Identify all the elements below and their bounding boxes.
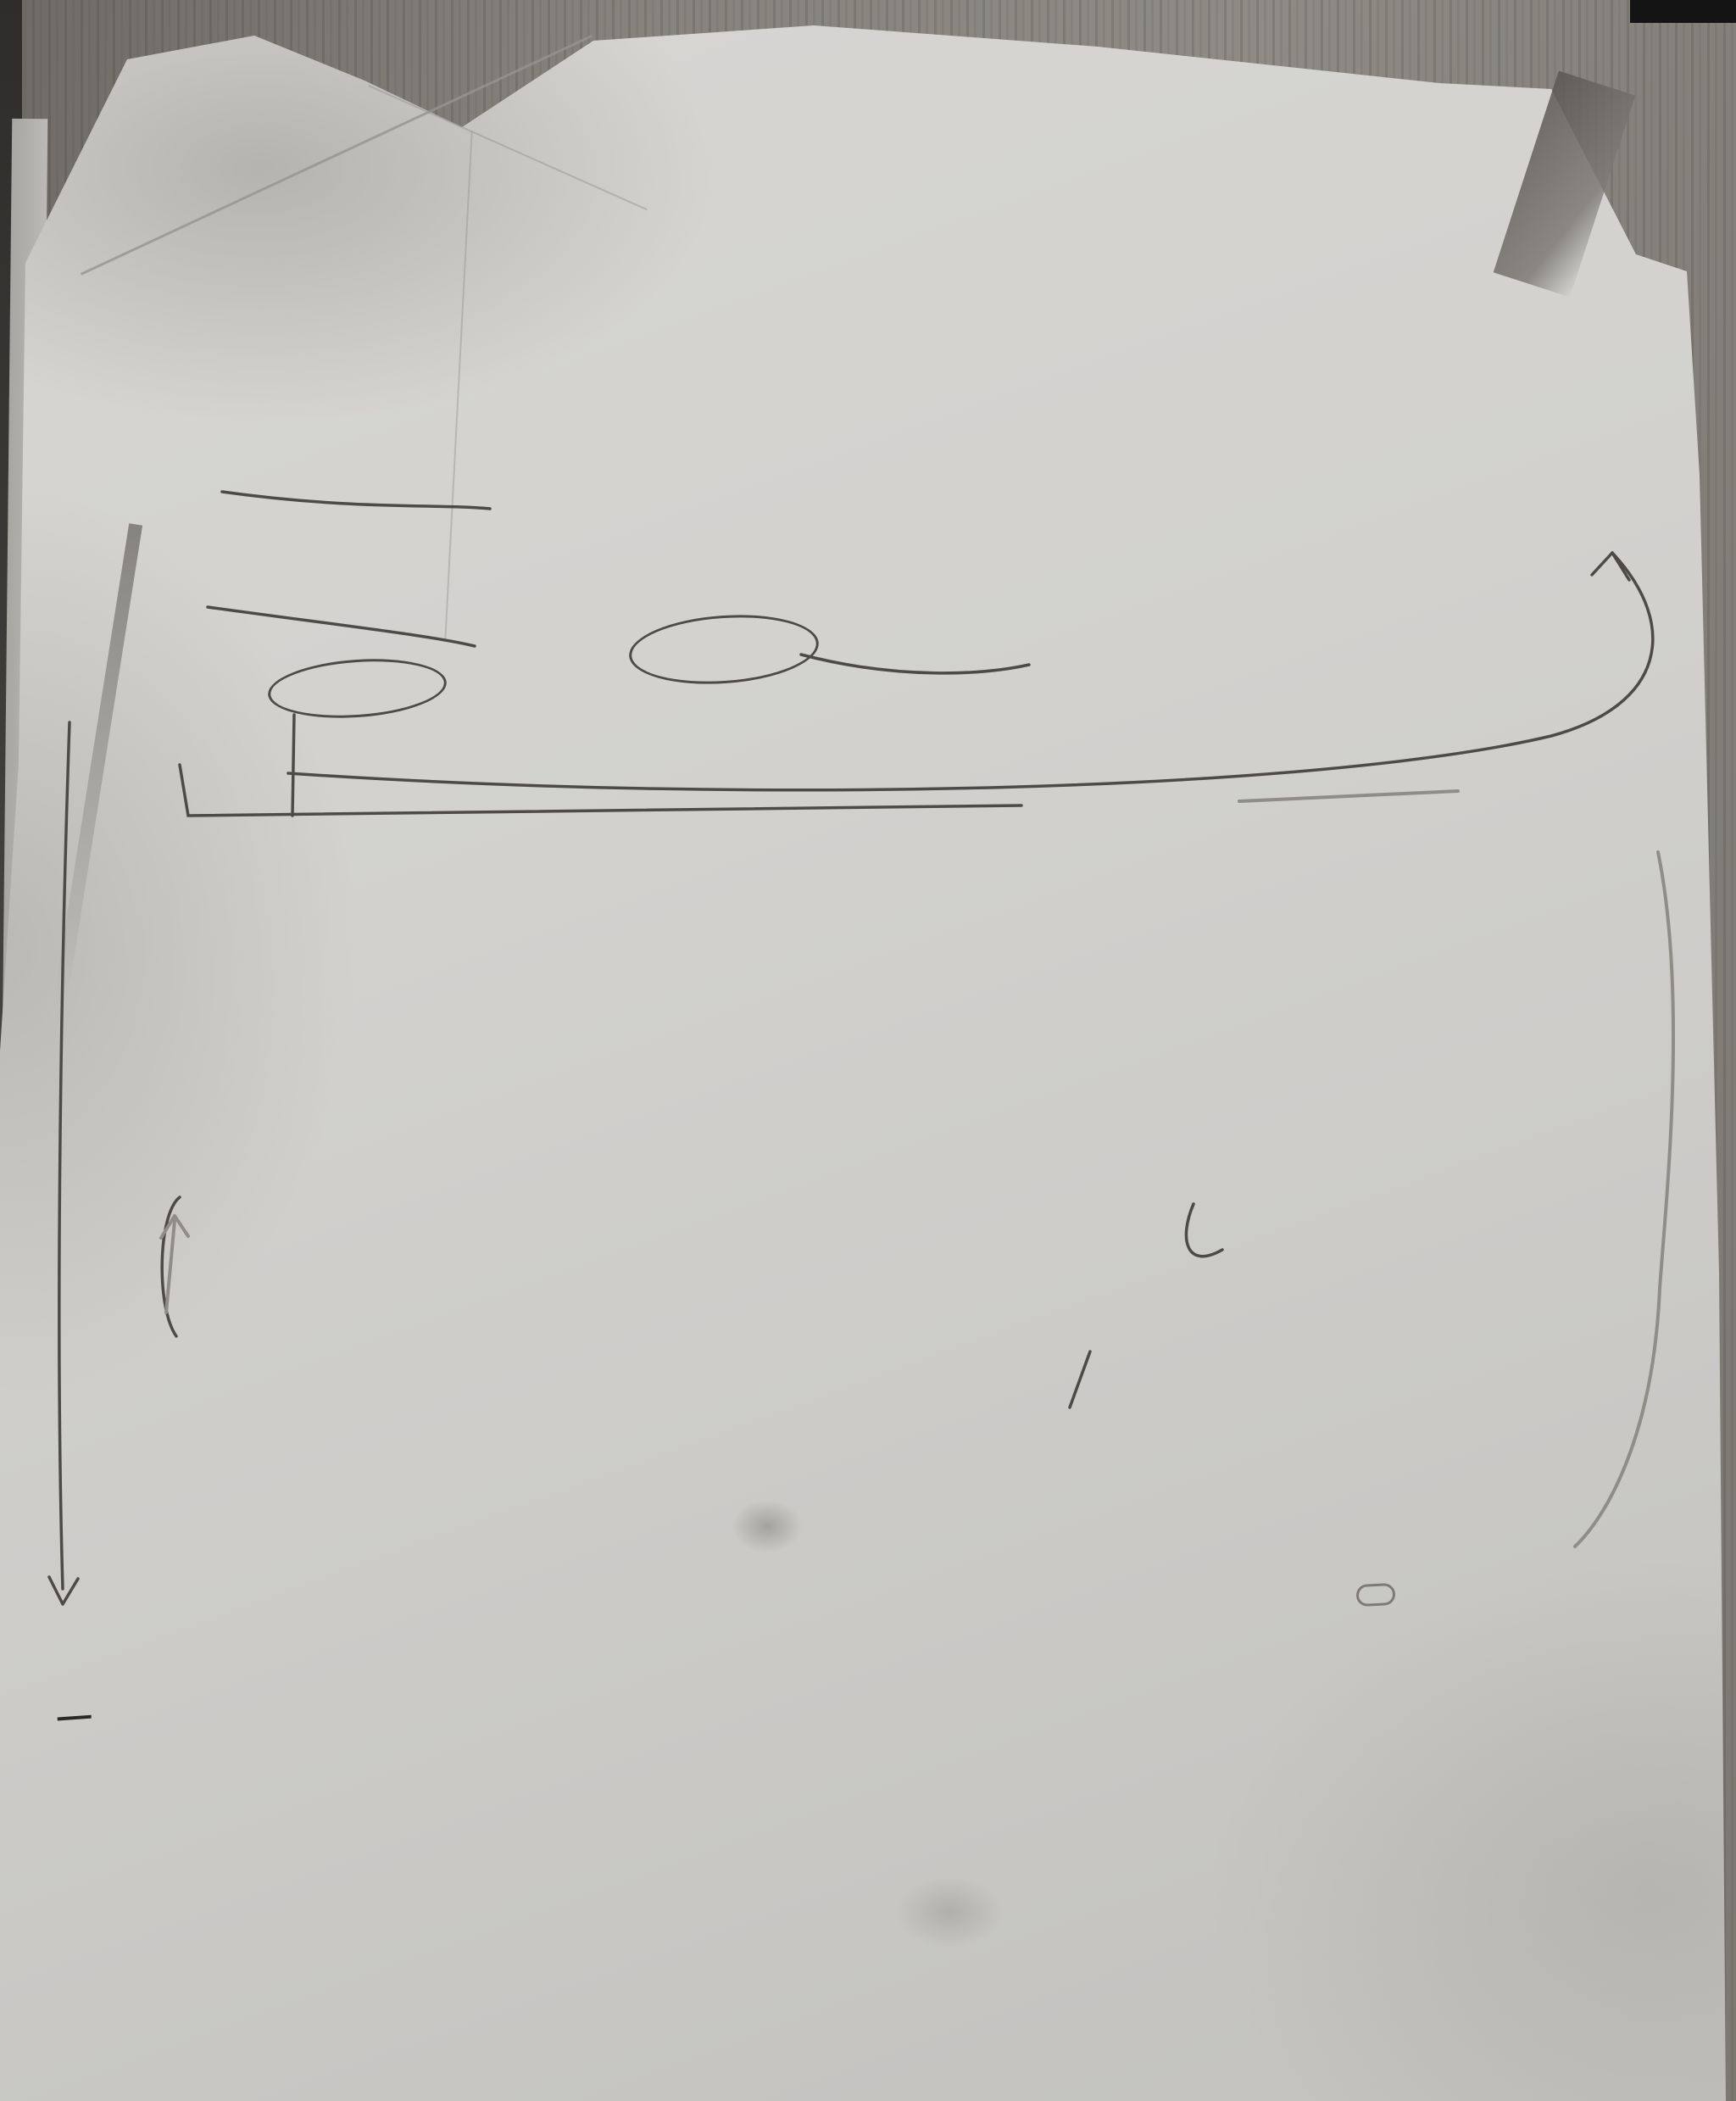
black-object-corner [1630,0,1736,23]
mysticism-ii-title [57,1713,91,1720]
note-concise-guide [1355,1583,1395,1607]
note-iff-pub [880,1768,1191,2034]
